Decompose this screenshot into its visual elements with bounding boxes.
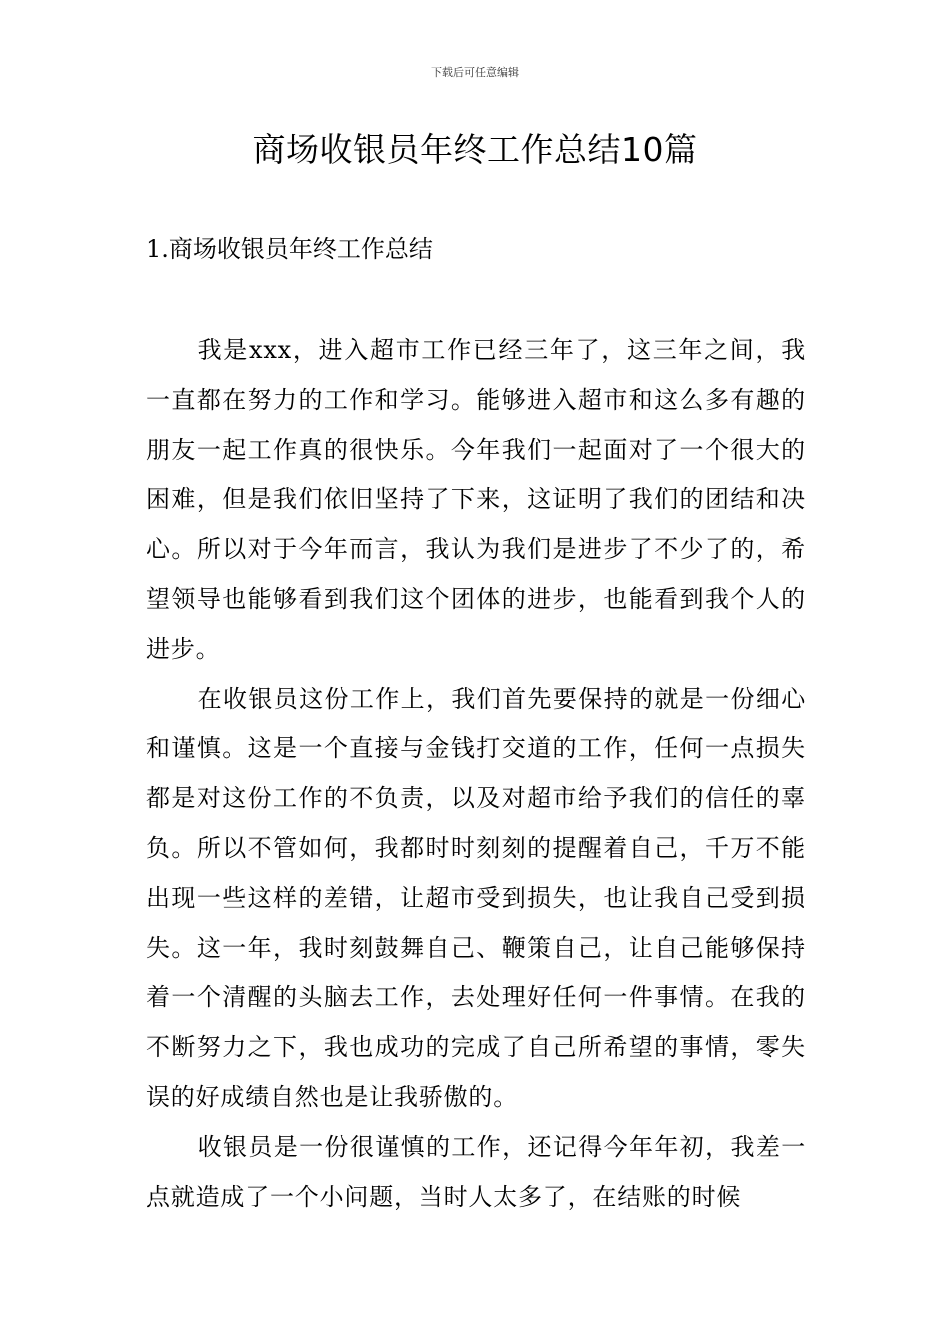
paragraph: 我是xxx，进入超市工作已经三年了，这三年之间，我一直都在努力的工作和学习。能够进入超市和这么多有趣的朋友一起工作真的很快乐。今年我们一起面对了一个很大的困难，但是我们依旧坚持了下来，这证明了我们的团结和决心。所以对于今年而言，我认为我们是进步了不少了的，希望领导也能够看到我们这个团体的进步，也能看到我个人的进步。: [146, 336, 806, 663]
header-note: 下载后可任意编辑: [431, 66, 519, 79]
document-title: 商场收银员年终工作总结10篇: [252, 130, 698, 169]
section-heading: 1.商场收银员年终工作总结: [146, 235, 433, 263]
paragraph: 收银员是一份很谨慎的工作，还记得今年年初，我差一点就造成了一个小问题，当时人太多了，在结账的时候: [146, 1132, 806, 1211]
body-text: [146, 326, 806, 1222]
paragraph: 在收银员这份工作上，我们首先要保持的就是一份细心和谨慎。这是一个直接与金钱打交道的工作，任何一点损失都是对这份工作的不负责，以及对超市给予我们的信任的辜负。所以不管如何，我都时时刻刻的提醒着自己，千万不能出现一些这样的差错，让超市受到损失，也让我自己受到损失。这一年，我时刻鼓舞自己、鞭策自己，让自己能够保持着一个清醒的头脑去工作，去处理好任何一件事情。在我的不断努力之下，我也成功的完成了自己所希望的事情，零失误的好成绩自然也是让我骄傲的。: [146, 684, 806, 1111]
